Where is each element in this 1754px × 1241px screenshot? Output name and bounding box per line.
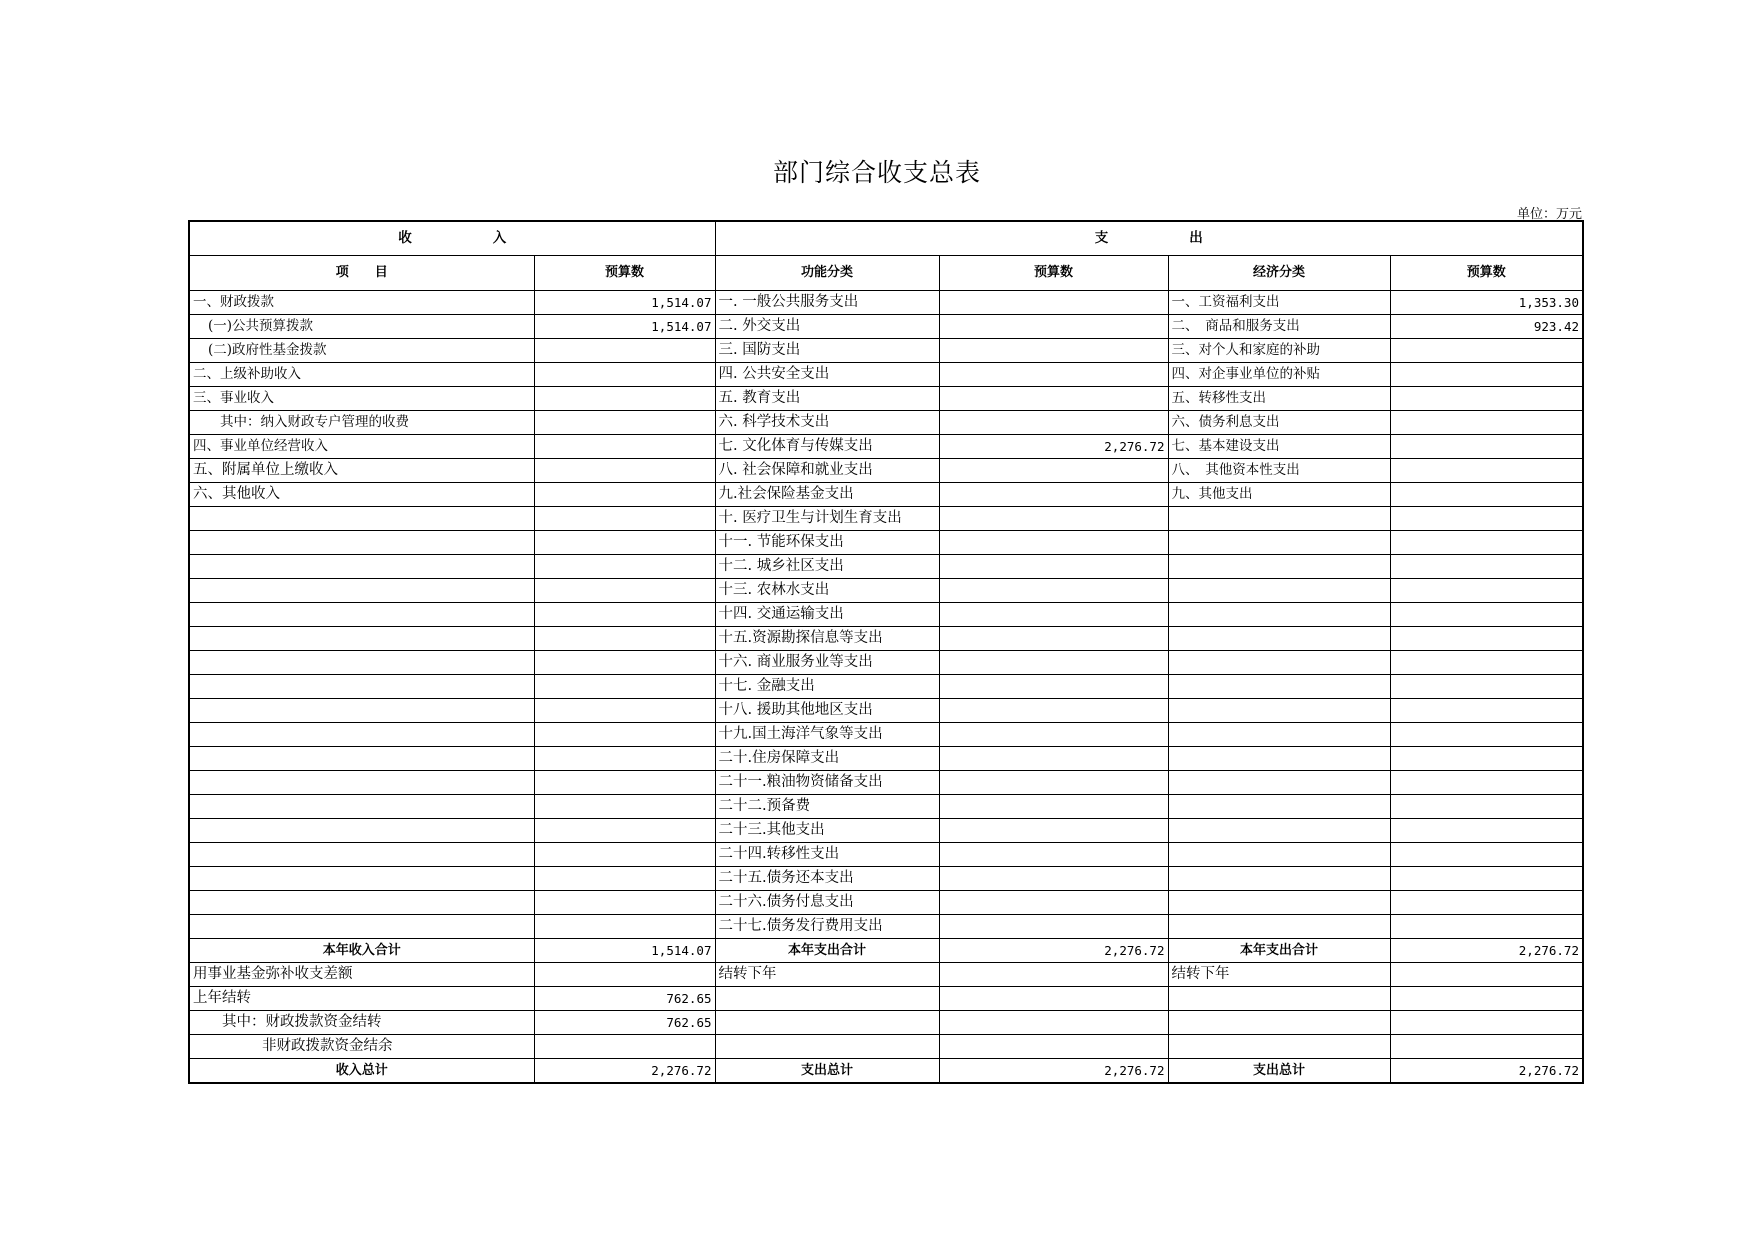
income-amount-cell bbox=[534, 674, 715, 698]
economic-cell: 八、 其他资本性支出 bbox=[1168, 458, 1390, 482]
function-amount-cell bbox=[939, 290, 1168, 314]
income-cell bbox=[189, 794, 534, 818]
income-grand-total-amount: 2,276.72 bbox=[534, 1058, 715, 1083]
economic-cell: 五、转移性支出 bbox=[1168, 386, 1390, 410]
income-amount-cell bbox=[534, 482, 715, 506]
function-cell: 四. 公共安全支出 bbox=[715, 362, 939, 386]
income-amount-cell bbox=[534, 458, 715, 482]
income-amount-cell bbox=[534, 698, 715, 722]
income-grand-total-label: 收入总计 bbox=[189, 1058, 534, 1083]
income-amount-cell bbox=[534, 578, 715, 602]
income-total-amount: 1,514.07 bbox=[534, 938, 715, 962]
income-amount-cell bbox=[534, 890, 715, 914]
income-cell: 用事业基金弥补收支差额 bbox=[189, 962, 534, 986]
table-row bbox=[189, 962, 1583, 986]
income-cell bbox=[189, 770, 534, 794]
function-cell: 二十五.债务还本支出 bbox=[715, 866, 939, 890]
function-cell: 五. 教育支出 bbox=[715, 386, 939, 410]
income-amount-cell bbox=[534, 506, 715, 530]
economic-amount-cell bbox=[1390, 506, 1583, 530]
function-cell: 二十三.其他支出 bbox=[715, 818, 939, 842]
income-amount-cell bbox=[534, 818, 715, 842]
income-cell: 其中：纳入财政专户管理的收费 bbox=[189, 410, 534, 434]
economic-cell bbox=[1168, 986, 1390, 1010]
table-row bbox=[189, 890, 1583, 914]
economic-amount-cell bbox=[1390, 770, 1583, 794]
function-cell: 三. 国防支出 bbox=[715, 338, 939, 362]
economic-cell bbox=[1168, 722, 1390, 746]
function-amount-cell bbox=[939, 914, 1168, 938]
function-cell: 十. 医疗卫生与计划生育支出 bbox=[715, 506, 939, 530]
income-cell bbox=[189, 746, 534, 770]
table-row bbox=[189, 986, 1583, 1010]
expense-group-header: 支 出 bbox=[715, 221, 1583, 256]
economic-cell bbox=[1168, 554, 1390, 578]
economic-cell bbox=[1168, 914, 1390, 938]
col-header-item: 项 目 bbox=[189, 256, 534, 291]
income-cell bbox=[189, 554, 534, 578]
col-header-budget-function: 预算数 bbox=[939, 256, 1168, 291]
income-amount-cell bbox=[534, 962, 715, 986]
income-cell bbox=[189, 722, 534, 746]
unit-label: 单位：万元 bbox=[1516, 207, 1582, 222]
economic-amount-cell bbox=[1390, 746, 1583, 770]
function-cell: 结转下年 bbox=[715, 962, 939, 986]
function-total-amount: 2,276.72 bbox=[939, 938, 1168, 962]
function-cell: 十七. 金融支出 bbox=[715, 674, 939, 698]
function-amount-cell bbox=[939, 362, 1168, 386]
income-cell: (二)政府性基金拨款 bbox=[189, 338, 534, 362]
group-header-row bbox=[189, 221, 1583, 256]
table-row bbox=[189, 650, 1583, 674]
income-cell bbox=[189, 674, 534, 698]
income-amount-cell: 762.65 bbox=[534, 1010, 715, 1034]
function-amount-cell bbox=[939, 698, 1168, 722]
income-amount-cell bbox=[534, 1034, 715, 1058]
table-body bbox=[189, 221, 1583, 1083]
function-cell: 二十一.粮油物资储备支出 bbox=[715, 770, 939, 794]
economic-total-amount: 2,276.72 bbox=[1390, 938, 1583, 962]
function-cell: 九.社会保险基金支出 bbox=[715, 482, 939, 506]
function-cell: 十一. 节能环保支出 bbox=[715, 530, 939, 554]
economic-cell bbox=[1168, 842, 1390, 866]
economic-amount-cell bbox=[1390, 842, 1583, 866]
income-cell bbox=[189, 914, 534, 938]
function-amount-cell bbox=[939, 386, 1168, 410]
economic-amount-cell bbox=[1390, 458, 1583, 482]
economic-amount-cell bbox=[1390, 722, 1583, 746]
function-amount-cell bbox=[939, 746, 1168, 770]
function-amount-cell bbox=[939, 818, 1168, 842]
economic-amount-cell bbox=[1390, 794, 1583, 818]
economic-amount-cell bbox=[1390, 818, 1583, 842]
table-row bbox=[189, 914, 1583, 938]
table-row bbox=[189, 362, 1583, 386]
income-cell: (一)公共预算拨款 bbox=[189, 314, 534, 338]
table-row bbox=[189, 578, 1583, 602]
function-cell: 八. 社会保障和就业支出 bbox=[715, 458, 939, 482]
economic-cell bbox=[1168, 770, 1390, 794]
summary-table bbox=[188, 220, 1584, 1084]
function-amount-cell bbox=[939, 962, 1168, 986]
income-cell bbox=[189, 698, 534, 722]
col-header-budget-economic: 预算数 bbox=[1390, 256, 1583, 291]
function-grand-total-label: 支出总计 bbox=[715, 1058, 939, 1083]
function-cell: 二十七.债务发行费用支出 bbox=[715, 914, 939, 938]
function-grand-total-amount: 2,276.72 bbox=[939, 1058, 1168, 1083]
income-amount-cell: 762.65 bbox=[534, 986, 715, 1010]
economic-amount-cell bbox=[1390, 434, 1583, 458]
income-amount-cell bbox=[534, 650, 715, 674]
economic-cell bbox=[1168, 1010, 1390, 1034]
table-row bbox=[189, 1010, 1583, 1034]
income-amount-cell bbox=[534, 434, 715, 458]
economic-cell bbox=[1168, 794, 1390, 818]
function-amount-cell bbox=[939, 530, 1168, 554]
economic-cell bbox=[1168, 866, 1390, 890]
economic-amount-cell: 923.42 bbox=[1390, 314, 1583, 338]
income-cell bbox=[189, 530, 534, 554]
function-amount-cell bbox=[939, 338, 1168, 362]
income-total-label: 本年收入合计 bbox=[189, 938, 534, 962]
function-amount-cell bbox=[939, 794, 1168, 818]
function-amount-cell bbox=[939, 1010, 1168, 1034]
economic-amount-cell bbox=[1390, 914, 1583, 938]
economic-amount-cell bbox=[1390, 674, 1583, 698]
function-cell bbox=[715, 1034, 939, 1058]
income-amount-cell bbox=[534, 410, 715, 434]
economic-amount-cell bbox=[1390, 578, 1583, 602]
income-cell bbox=[189, 818, 534, 842]
income-amount-cell bbox=[534, 770, 715, 794]
economic-amount-cell: 1,353.30 bbox=[1390, 290, 1583, 314]
income-cell: 非财政拨款资金结余 bbox=[189, 1034, 534, 1058]
income-amount-cell: 1,514.07 bbox=[534, 290, 715, 314]
economic-cell bbox=[1168, 650, 1390, 674]
function-amount-cell bbox=[939, 554, 1168, 578]
income-group-header: 收 入 bbox=[189, 221, 715, 256]
economic-amount-cell bbox=[1390, 482, 1583, 506]
table-row bbox=[189, 842, 1583, 866]
economic-cell: 一、工资福利支出 bbox=[1168, 290, 1390, 314]
function-cell bbox=[715, 1010, 939, 1034]
table-row bbox=[189, 722, 1583, 746]
economic-amount-cell bbox=[1390, 554, 1583, 578]
function-cell bbox=[715, 986, 939, 1010]
economic-cell: 七、基本建设支出 bbox=[1168, 434, 1390, 458]
economic-grand-total-amount: 2,276.72 bbox=[1390, 1058, 1583, 1083]
income-amount-cell bbox=[534, 722, 715, 746]
economic-cell bbox=[1168, 746, 1390, 770]
function-cell: 六. 科学技术支出 bbox=[715, 410, 939, 434]
economic-amount-cell bbox=[1390, 1010, 1583, 1034]
income-cell bbox=[189, 842, 534, 866]
table-row bbox=[189, 386, 1583, 410]
economic-cell: 四、对企事业单位的补贴 bbox=[1168, 362, 1390, 386]
income-amount-cell: 1,514.07 bbox=[534, 314, 715, 338]
economic-amount-cell bbox=[1390, 890, 1583, 914]
function-cell: 一. 一般公共服务支出 bbox=[715, 290, 939, 314]
economic-cell bbox=[1168, 818, 1390, 842]
page-title: 部门综合收支总表 bbox=[772, 158, 981, 187]
table-row bbox=[189, 458, 1583, 482]
economic-amount-cell bbox=[1390, 362, 1583, 386]
income-cell bbox=[189, 602, 534, 626]
col-header-function: 功能分类 bbox=[715, 256, 939, 291]
income-cell bbox=[189, 866, 534, 890]
grand-total-row bbox=[189, 1058, 1583, 1083]
income-cell bbox=[189, 890, 534, 914]
function-amount-cell bbox=[939, 602, 1168, 626]
income-amount-cell bbox=[534, 554, 715, 578]
table-row bbox=[189, 506, 1583, 530]
economic-amount-cell bbox=[1390, 338, 1583, 362]
table-row bbox=[189, 410, 1583, 434]
function-cell: 十八. 援助其他地区支出 bbox=[715, 698, 939, 722]
function-amount-cell bbox=[939, 482, 1168, 506]
function-cell: 十二. 城乡社区支出 bbox=[715, 554, 939, 578]
income-amount-cell bbox=[534, 794, 715, 818]
economic-amount-cell bbox=[1390, 1034, 1583, 1058]
economic-cell: 二、 商品和服务支出 bbox=[1168, 314, 1390, 338]
income-cell: 五、附属单位上缴收入 bbox=[189, 458, 534, 482]
income-cell bbox=[189, 650, 534, 674]
income-amount-cell bbox=[534, 746, 715, 770]
economic-amount-cell bbox=[1390, 626, 1583, 650]
function-amount-cell: 2,276.72 bbox=[939, 434, 1168, 458]
income-amount-cell bbox=[534, 914, 715, 938]
income-amount-cell bbox=[534, 602, 715, 626]
income-cell: 六、其他收入 bbox=[189, 482, 534, 506]
economic-amount-cell bbox=[1390, 530, 1583, 554]
economic-amount-cell bbox=[1390, 410, 1583, 434]
economic-amount-cell bbox=[1390, 650, 1583, 674]
function-cell: 七. 文化体育与传媒支出 bbox=[715, 434, 939, 458]
economic-grand-total-label: 支出总计 bbox=[1168, 1058, 1390, 1083]
function-amount-cell bbox=[939, 506, 1168, 530]
table-row bbox=[189, 482, 1583, 506]
income-cell: 其中：财政拨款资金结转 bbox=[189, 1010, 534, 1034]
function-amount-cell bbox=[939, 722, 1168, 746]
table-row bbox=[189, 1034, 1583, 1058]
table-row bbox=[189, 746, 1583, 770]
function-cell: 十九.国土海洋气象等支出 bbox=[715, 722, 939, 746]
function-amount-cell bbox=[939, 626, 1168, 650]
table-row bbox=[189, 434, 1583, 458]
economic-amount-cell bbox=[1390, 386, 1583, 410]
function-cell: 十三. 农林水支出 bbox=[715, 578, 939, 602]
function-amount-cell bbox=[939, 770, 1168, 794]
function-cell: 二十四.转移性支出 bbox=[715, 842, 939, 866]
function-cell: 十四. 交通运输支出 bbox=[715, 602, 939, 626]
economic-total-label: 本年支出合计 bbox=[1168, 938, 1390, 962]
function-amount-cell bbox=[939, 1034, 1168, 1058]
economic-amount-cell bbox=[1390, 866, 1583, 890]
function-amount-cell bbox=[939, 650, 1168, 674]
economic-amount-cell bbox=[1390, 602, 1583, 626]
economic-cell bbox=[1168, 698, 1390, 722]
table-row bbox=[189, 626, 1583, 650]
income-cell bbox=[189, 578, 534, 602]
income-amount-cell bbox=[534, 362, 715, 386]
income-cell: 二、上级补助收入 bbox=[189, 362, 534, 386]
table-row bbox=[189, 794, 1583, 818]
income-amount-cell bbox=[534, 866, 715, 890]
income-cell bbox=[189, 506, 534, 530]
col-header-economic: 经济分类 bbox=[1168, 256, 1390, 291]
table-row bbox=[189, 674, 1583, 698]
table-row bbox=[189, 770, 1583, 794]
function-cell: 十六. 商业服务业等支出 bbox=[715, 650, 939, 674]
economic-cell bbox=[1168, 890, 1390, 914]
function-amount-cell bbox=[939, 410, 1168, 434]
economic-amount-cell bbox=[1390, 962, 1583, 986]
table-row bbox=[189, 866, 1583, 890]
table-row bbox=[189, 602, 1583, 626]
table-row bbox=[189, 698, 1583, 722]
year-total-row bbox=[189, 938, 1583, 962]
economic-cell bbox=[1168, 602, 1390, 626]
income-amount-cell bbox=[534, 386, 715, 410]
function-cell: 二十二.预备费 bbox=[715, 794, 939, 818]
economic-cell bbox=[1168, 626, 1390, 650]
function-amount-cell bbox=[939, 314, 1168, 338]
economic-amount-cell bbox=[1390, 986, 1583, 1010]
economic-cell bbox=[1168, 506, 1390, 530]
economic-cell: 九、其他支出 bbox=[1168, 482, 1390, 506]
income-amount-cell bbox=[534, 842, 715, 866]
function-total-label: 本年支出合计 bbox=[715, 938, 939, 962]
function-amount-cell bbox=[939, 578, 1168, 602]
economic-cell bbox=[1168, 578, 1390, 602]
function-cell: 二十六.债务付息支出 bbox=[715, 890, 939, 914]
income-cell: 一、财政拨款 bbox=[189, 290, 534, 314]
economic-cell: 结转下年 bbox=[1168, 962, 1390, 986]
economic-cell bbox=[1168, 1034, 1390, 1058]
table-row bbox=[189, 338, 1583, 362]
table-row bbox=[189, 530, 1583, 554]
income-cell: 四、事业单位经营收入 bbox=[189, 434, 534, 458]
col-header-budget-income: 预算数 bbox=[534, 256, 715, 291]
function-amount-cell bbox=[939, 458, 1168, 482]
income-amount-cell bbox=[534, 530, 715, 554]
function-cell: 十五.资源勘探信息等支出 bbox=[715, 626, 939, 650]
income-amount-cell bbox=[534, 338, 715, 362]
column-header-row bbox=[189, 256, 1583, 291]
economic-amount-cell bbox=[1390, 698, 1583, 722]
function-amount-cell bbox=[939, 890, 1168, 914]
economic-cell bbox=[1168, 674, 1390, 698]
income-cell: 上年结转 bbox=[189, 986, 534, 1010]
economic-cell: 三、对个人和家庭的补助 bbox=[1168, 338, 1390, 362]
table-row bbox=[189, 314, 1583, 338]
function-cell: 二十.住房保障支出 bbox=[715, 746, 939, 770]
function-cell: 二. 外交支出 bbox=[715, 314, 939, 338]
table-row bbox=[189, 290, 1583, 314]
income-amount-cell bbox=[534, 626, 715, 650]
table-row bbox=[189, 554, 1583, 578]
economic-cell bbox=[1168, 530, 1390, 554]
economic-cell: 六、债务利息支出 bbox=[1168, 410, 1390, 434]
function-amount-cell bbox=[939, 866, 1168, 890]
income-cell: 三、事业收入 bbox=[189, 386, 534, 410]
function-amount-cell bbox=[939, 842, 1168, 866]
function-amount-cell bbox=[939, 674, 1168, 698]
table-row bbox=[189, 818, 1583, 842]
income-cell bbox=[189, 626, 534, 650]
function-amount-cell bbox=[939, 986, 1168, 1010]
